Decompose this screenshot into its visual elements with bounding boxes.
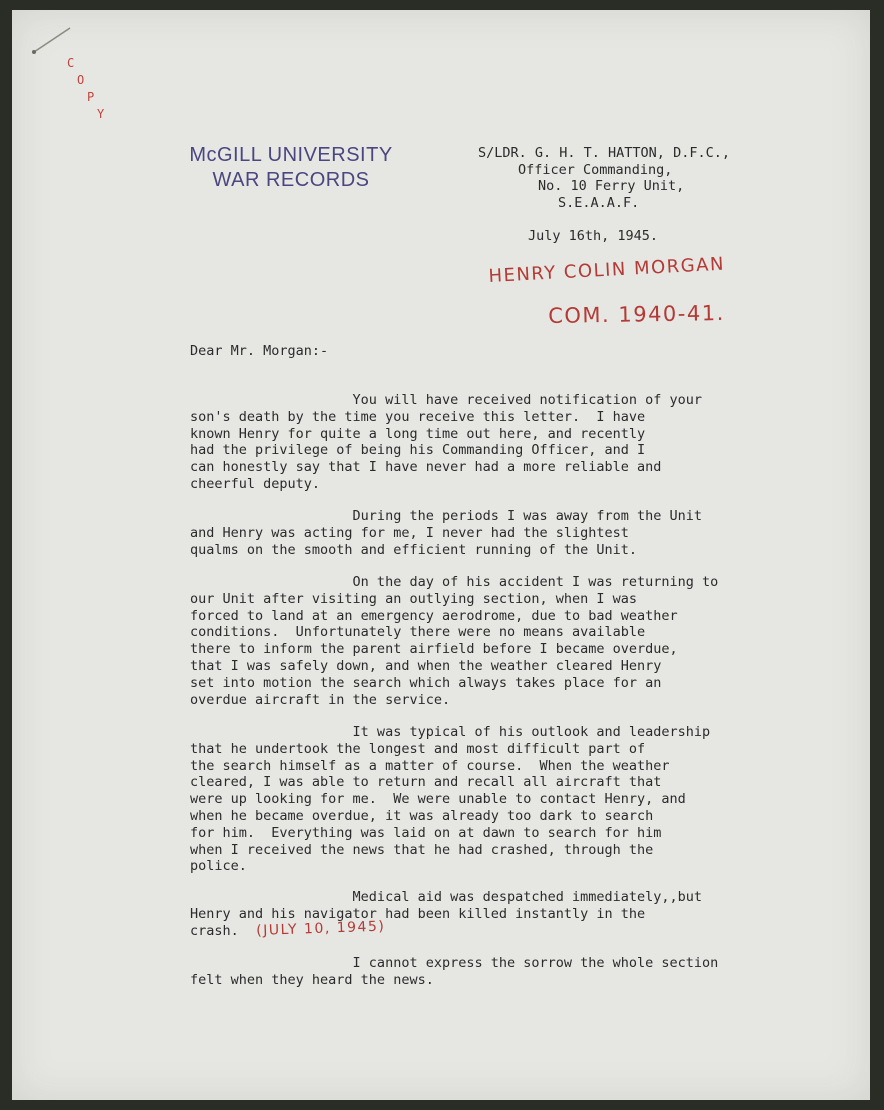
sender-line-1: S/LDR. G. H. T. HATTON, D.F.C., — [478, 145, 730, 161]
archive-stamp — [160, 143, 422, 193]
handwritten-date-note: (JULY 10, 1945) — [256, 918, 386, 939]
copy-mark-letter: O — [77, 73, 85, 87]
salutation: Dear Mr. Morgan:- — [190, 343, 329, 359]
stamp-line-2: WAR RECORDS — [212, 169, 370, 191]
handwritten-class-year: COM. 1940-41. — [548, 300, 725, 328]
copy-mark-letter: Y — [97, 107, 105, 121]
sender-line-4: S.E.A.A.F. — [558, 195, 640, 211]
copy-mark-letter: P — [87, 90, 95, 104]
letter-date: July 16th, 1945. — [528, 228, 659, 244]
paragraph-1: You will have received notification of your son's death by the time you receive this letter. I have known Henry for quite a long time out here, and recently had the privilege of being his Commanding Officer, and I can honestly say that I have never had a more reliable and cheerful deputy. — [190, 392, 703, 492]
handwritten-name: HENRY COLIN MORGAN — [488, 253, 726, 287]
paragraph-3: On the day of his accident I was returning to our Unit after visiting an outlying section, when I was forced to land at an emergency aerodrome, due to bad weather conditions. Unfortunately there were no means available there to inform the parent airfield before I became overdue, that I was safely down, and when the weather cleared Henry set into motion the search which always takes place for an overdue aircraft in the service. — [190, 574, 719, 708]
paragraph-6: I cannot express the sorrow the whole section felt when they heard the news. — [190, 955, 719, 988]
sender-line-2: Officer Commanding, — [518, 162, 673, 178]
copy-mark-letter: C — [67, 56, 75, 70]
paragraph-5: Medical aid was despatched immediately,,but Henry and his navigator had been killed instantly in the crash. — [190, 889, 703, 939]
stamp-line-1: McGILL UNIVERSITY — [189, 144, 393, 166]
sender-line-3: No. 10 Ferry Unit, — [538, 178, 685, 194]
paragraph-4: It was typical of his outlook and leadership that he undertook the longest and most difficult part of the search himself as a matter of course. When the weather cleared, I was able to return and recall all aircraft that were up looking for me. We were unable to contact Henry, and when he became overdue, it was already too dark to search for him. Everything was laid on at dawn to search for him when I received the news that he had crashed, through the police. — [190, 724, 711, 875]
paragraph-2: During the periods I was away from the Unit and Henry was acting for me, I never had the slightest qualms on the smooth and efficient running of the Unit. — [190, 508, 703, 558]
